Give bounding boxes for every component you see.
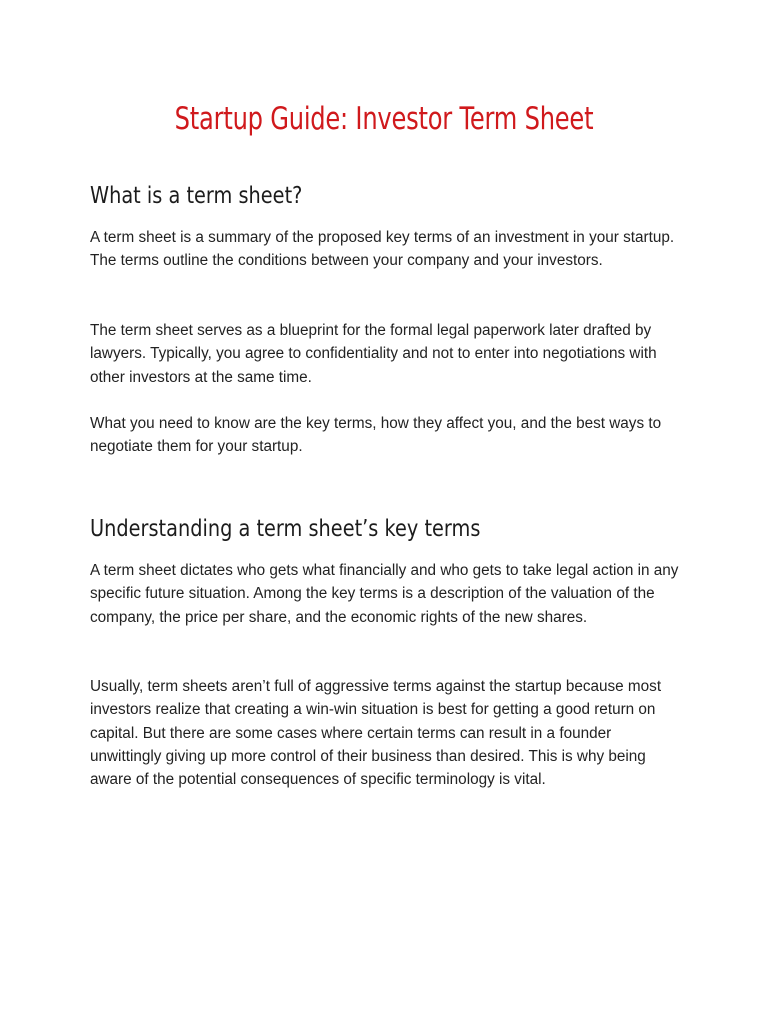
section-heading-key-terms: Understanding a term sheet’s key terms <box>90 516 481 542</box>
paragraph: The term sheet serves as a blueprint for the formal legal paperwork later drafted by lawyers. Typically, you agree to confidentiality and not to enter into negotiations with other investors at the same time. <box>90 322 657 386</box>
paragraph: A term sheet is a summary of the proposed key terms of an investment in your startup. The terms outline the conditions between your company and your investors. <box>90 229 675 270</box>
paragraph: Usually, term sheets aren’t full of aggressive terms against the startup because most investors realize that creating a win-win situation is best for getting a good return on capital. But there are some cases where certain terms can result in a founder unwittingly giving up more control of their business than desired. This is why being aware of the potential consequences of specific terminology is vital. <box>90 678 662 789</box>
document-title: Startup Guide: Investor Term Sheet <box>174 101 594 137</box>
paragraph: A term sheet dictates who gets what financially and who gets to take legal action in any specific future situation. Among the key terms is a description of the valuation of the company, the price per share, and the economic rights of the new shares. <box>90 562 679 626</box>
section-heading-what-is-term-sheet: What is a term sheet? <box>90 183 303 209</box>
paragraph: What you need to know are the key terms, how they affect you, and the best ways to negotiate them for your startup. <box>90 415 662 456</box>
